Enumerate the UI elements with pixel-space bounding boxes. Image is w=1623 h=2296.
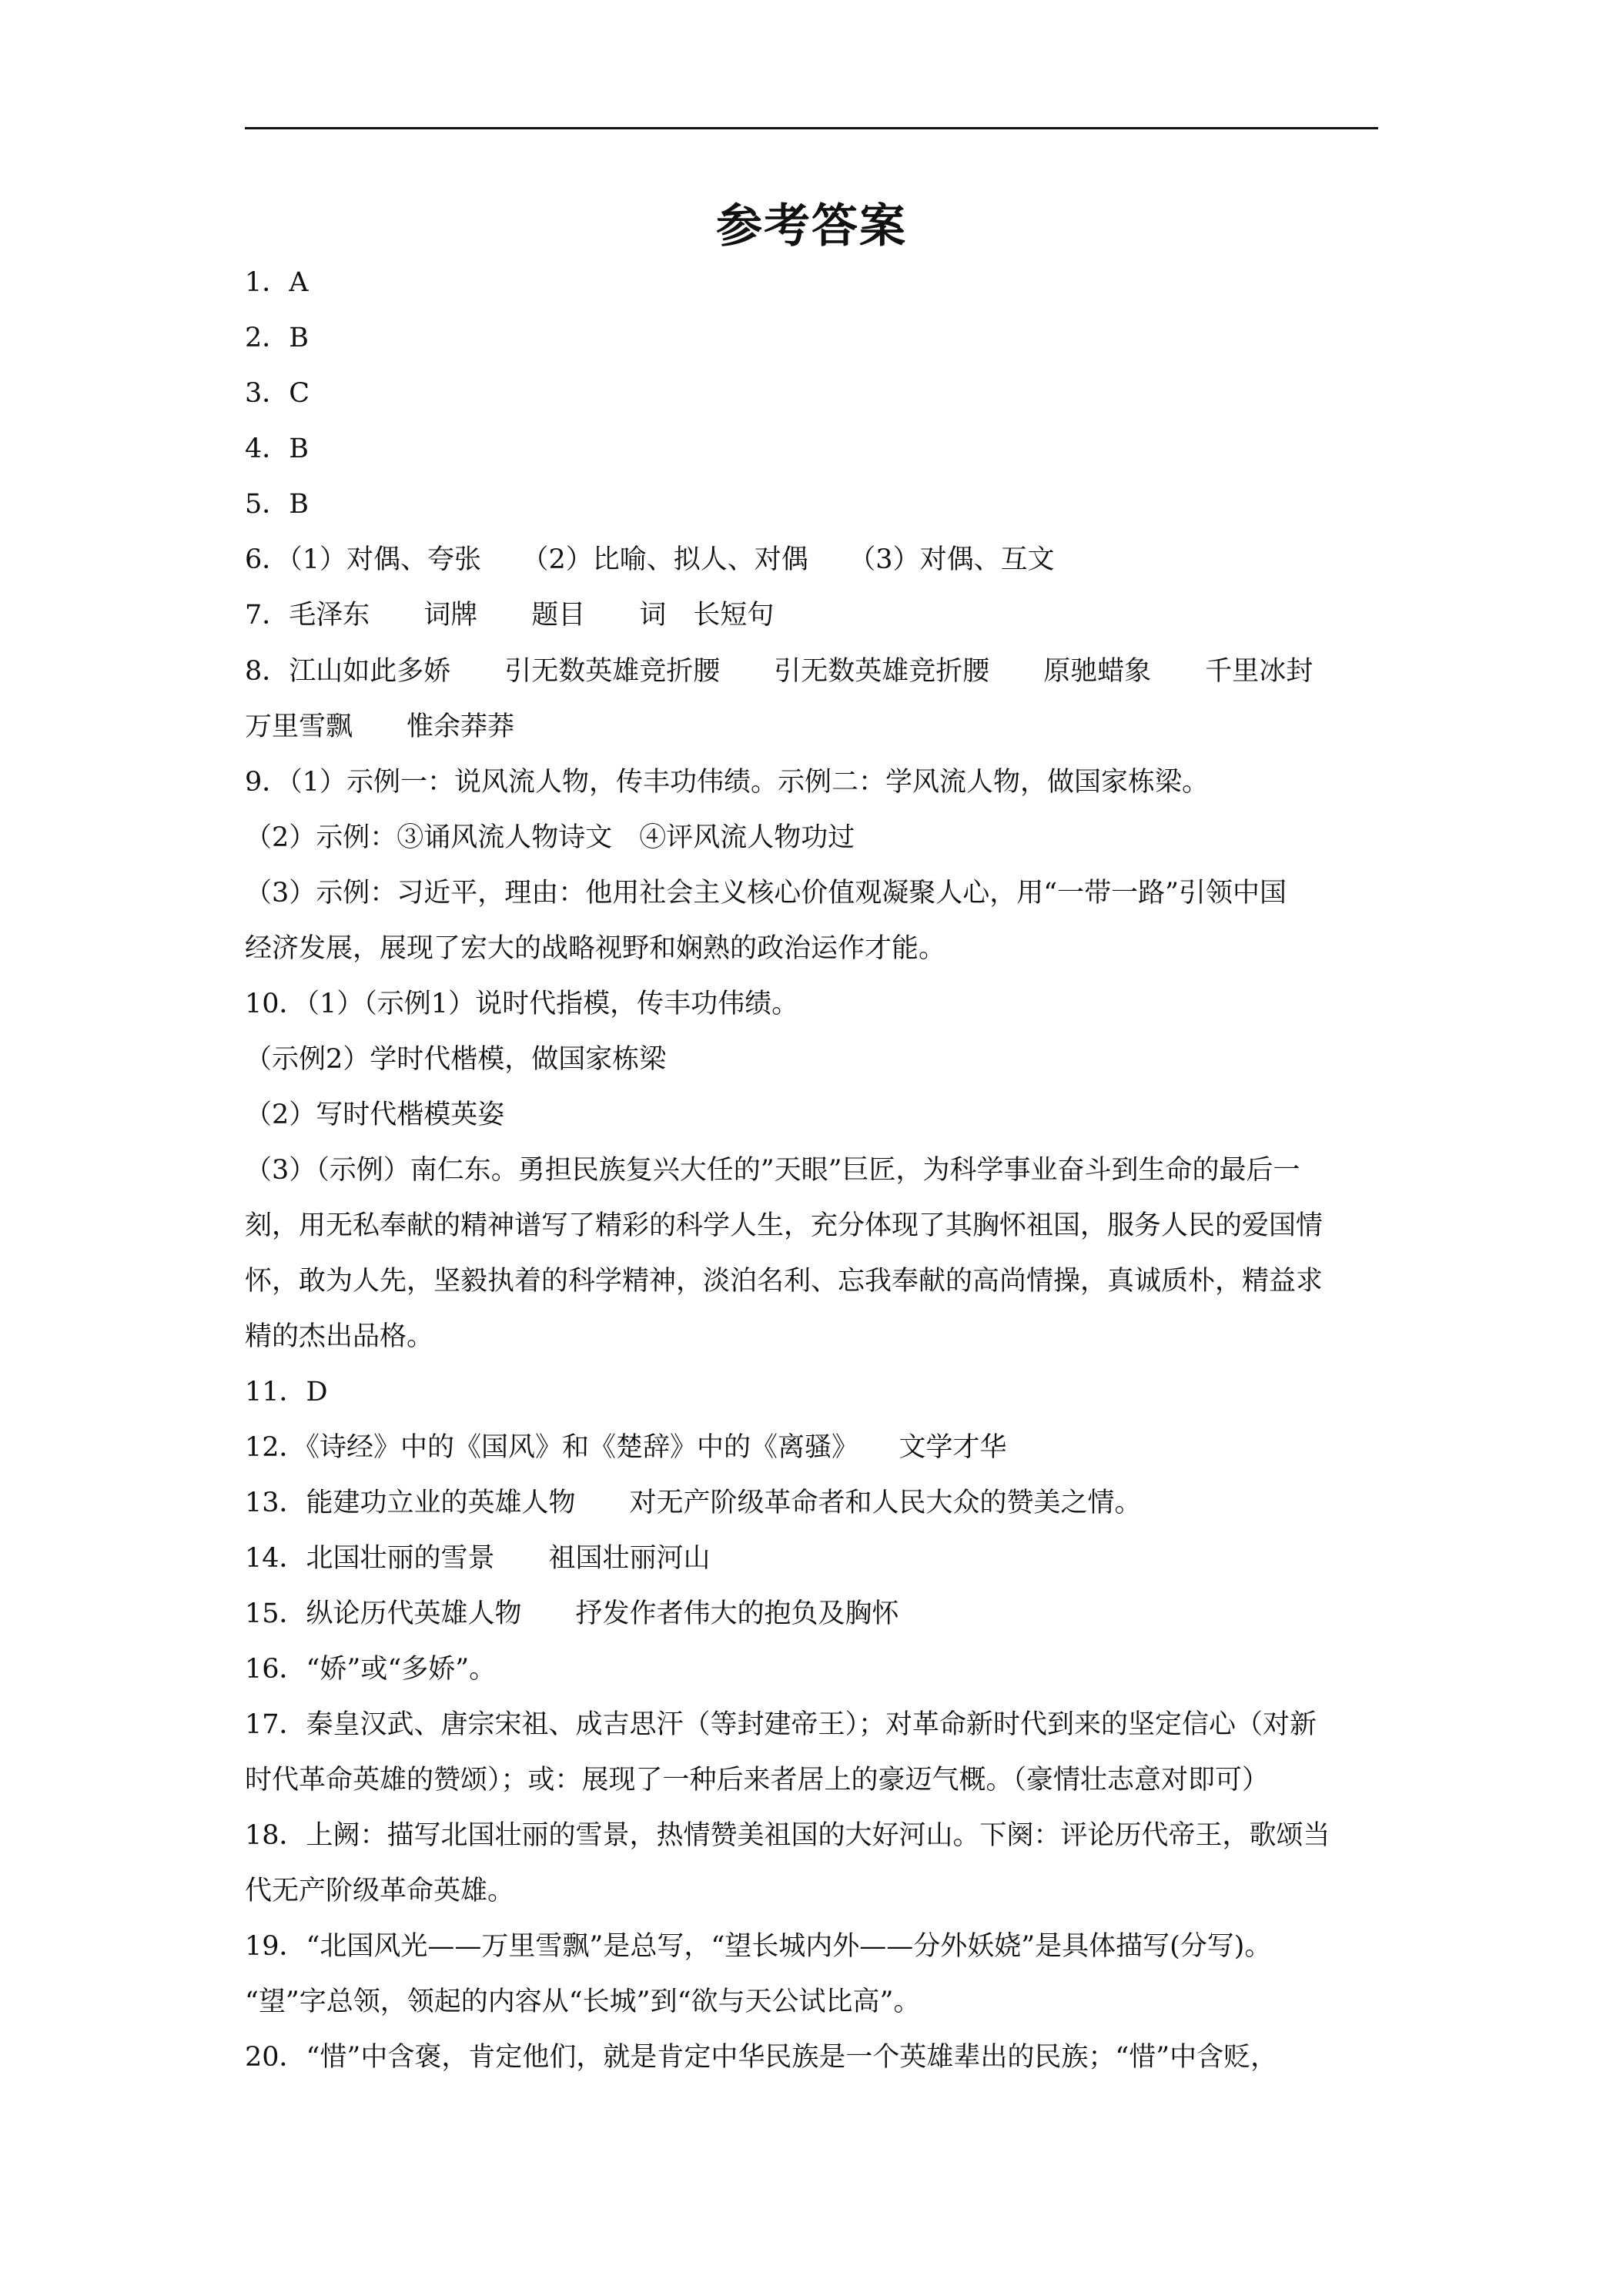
answer-line: 10．（1）（示例1）说时代指模，传丰功伟绩。 [245, 989, 799, 1019]
answer-line: 2．B [245, 323, 309, 353]
answer-line: 刻，用无私奉献的精神谱写了精彩的科学人生，充分体现了其胸怀祖国，服务人民的爱国情 [245, 1210, 1323, 1241]
answer-line: 代无产阶级革命英雄。 [245, 1876, 515, 1906]
answer-line: 时代革命英雄的赞颂）；或：展现了一种后来者居上的豪迈气概。（豪情壮志意对即可） [245, 1765, 1270, 1796]
answer-line: “望”字总领，领起的内容从“长城”到“欲与天公试比高”。 [245, 1986, 921, 2017]
answer-line: 6．（1）对偶、夸张 （2）比喻、拟人、对偶 （3）对偶、互文 [245, 544, 1055, 575]
answer-line: 4．B [245, 433, 309, 464]
answer-line: 7．毛泽东 词牌 题目 词 长短句 [245, 600, 775, 631]
page-title: 参考答案 [716, 199, 907, 253]
answer-line: 17．秦皇汉武、唐宗宋祖、成吉思汗（等封建帝王）；对革命新时代到来的坚定信心（对新 [245, 1709, 1317, 1740]
answer-line: 15．纵论历代英雄人物 抒发作者伟大的抱负及胸怀 [245, 1598, 899, 1629]
answer-line: 3．C [245, 378, 310, 409]
header-rule [245, 127, 1378, 129]
answer-line: 13．能建功立业的英雄人物 对无产阶级革命者和人民大众的赞美之情。 [245, 1488, 1142, 1518]
answer-line: （2）示例：③诵风流人物诗文 ④评风流人物功过 [245, 822, 855, 853]
answer-line: 5．B [245, 489, 309, 520]
answer-line: 9．（1）示例一：说风流人物，传丰功伟绩。示例二：学风流人物，做国家栋梁。 [245, 767, 1210, 798]
answer-line: （3）（示例）南仁东。勇担民族复兴大任的”天眼”巨匠，为科学事业奋斗到生命的最后一 [245, 1155, 1300, 1186]
answer-line: 怀，敢为人先，坚毅执着的科学精神，淡泊名利、忘我奉献的高尚情操，真诚质朴，精益求 [245, 1266, 1323, 1297]
answer-line: （示例2）学时代楷模，做国家栋梁 [245, 1044, 667, 1075]
answer-line: 8．江山如此多娇 引无数英雄竞折腰 引无数英雄竞折腰 原驰蜡象 千里冰封 [245, 656, 1313, 687]
answer-line: 20．“惜”中含褒，肯定他们，就是肯定中华民族是一个英雄辈出的民族；“惜”中含贬， [245, 2042, 1278, 2073]
answer-line: （3）示例：习近平，理由：他用社会主义核心价值观凝聚人心，用“一带一路”引领中国 [245, 878, 1287, 909]
answer-line: 万里雪飘 惟余莽莽 [245, 711, 515, 742]
answer-line: 经济发展，展现了宏大的战略视野和娴熟的政治运作才能。 [245, 933, 946, 964]
answer-line: 18．上阙：描写北国壮丽的雪景，热情赞美祖国的大好河山。下阕：评论历代帝王，歌颂当 [245, 1820, 1330, 1851]
answer-line: 1．A [245, 267, 309, 298]
answer-line: 16．“娇”或“多娇”。 [245, 1654, 497, 1685]
answer-line: 12．《诗经》中的《国风》和《楚辞》中的《离骚》 文学才华 [245, 1432, 1007, 1463]
answer-line: 11．D [245, 1377, 328, 1407]
answer-line: （2）写时代楷模英姿 [245, 1099, 505, 1130]
answer-line: 19．“北国风光——万里雪飘”是总写，“望长城内外——分外妖娆”是具体描写(分写)。 [245, 1931, 1272, 1962]
answer-line: 精的杰出品格。 [245, 1321, 434, 1352]
answer-line: 14．北国壮丽的雪景 祖国壮丽河山 [245, 1543, 711, 1574]
